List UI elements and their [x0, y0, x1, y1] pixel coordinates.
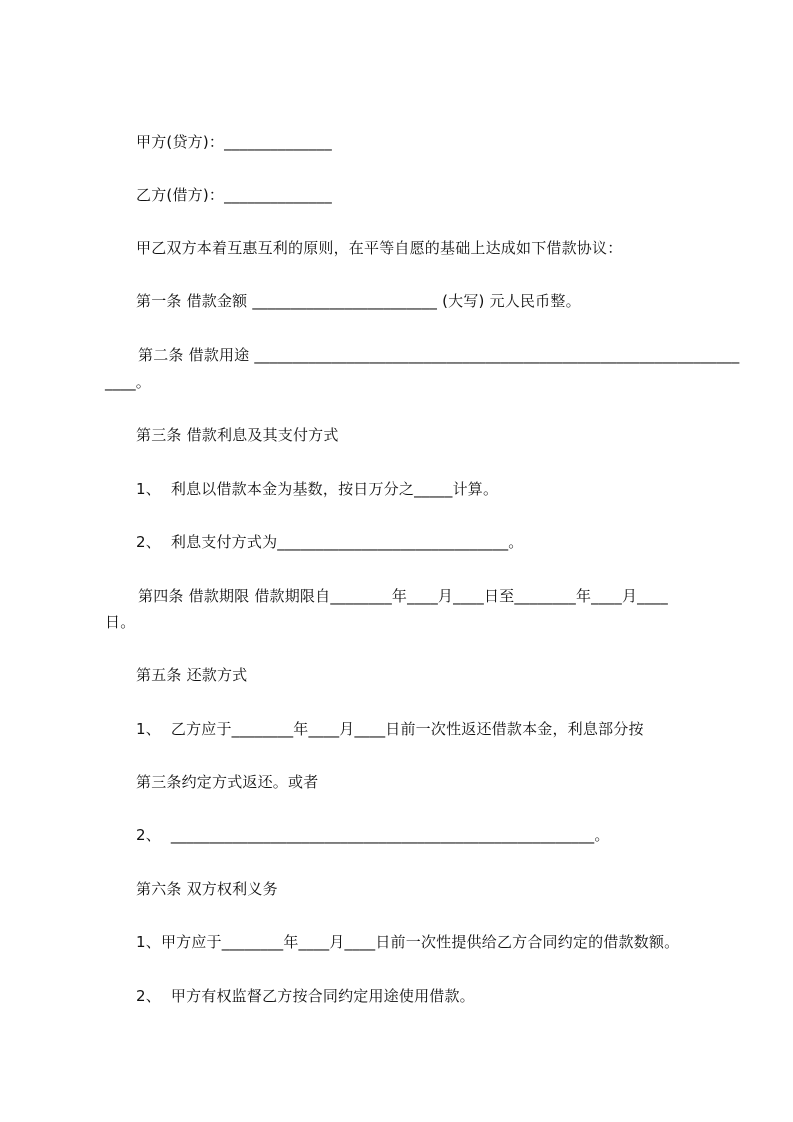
article-3-heading: 第三条 借款利息及其支付方式 — [136, 426, 339, 444]
preamble-line: 甲乙双方本着互惠互利的原则，在平等自愿的基础上达成如下借款协议： — [136, 239, 623, 257]
article-6-heading: 第六条 双方权利义务 — [136, 880, 278, 898]
article-5-item-1: 1、 乙方应于________年____月____日前一次性返还借款本金，利息部分按 — [136, 720, 644, 738]
article-1-amount-line: 第一条 借款金额 ________________________ (大写) 元人民币整。 — [136, 292, 581, 310]
article-5-item-2: 2、 _______________________________________________________。 — [136, 826, 610, 844]
article-3-item-1: 1、 利息以借款本金为基数，按日万分之_____计算。 — [136, 480, 499, 498]
article-5-heading: 第五条 还款方式 — [136, 666, 248, 684]
article-4-term-line: 第四条 借款期限 借款期限自________年____月____日至________年____月____ — [138, 587, 668, 605]
article-3-item-2: 2、 利息支付方式为______________________________。 — [136, 533, 524, 551]
party-b-borrower-line: 乙方(借方)：______________ — [136, 186, 332, 204]
article-6-item-2: 2、 甲方有权监督乙方按合同约定用途使用借款。 — [136, 987, 475, 1005]
article-2-purpose-continuation: ____。 — [105, 373, 152, 391]
article-5-item-1-continuation: 第三条约定方式返还。或者 — [136, 773, 319, 791]
article-2-purpose-line: 第二条 借款用途 _______________________________________________________________ — [138, 346, 740, 364]
article-4-term-continuation: 日。 — [105, 613, 136, 631]
article-6-item-1: 1、甲方应于________年____月____日前一次性提供给乙方合同约定的借款数额。 — [136, 933, 680, 951]
party-a-lender-line: 甲方(贷方)：______________ — [136, 133, 332, 151]
